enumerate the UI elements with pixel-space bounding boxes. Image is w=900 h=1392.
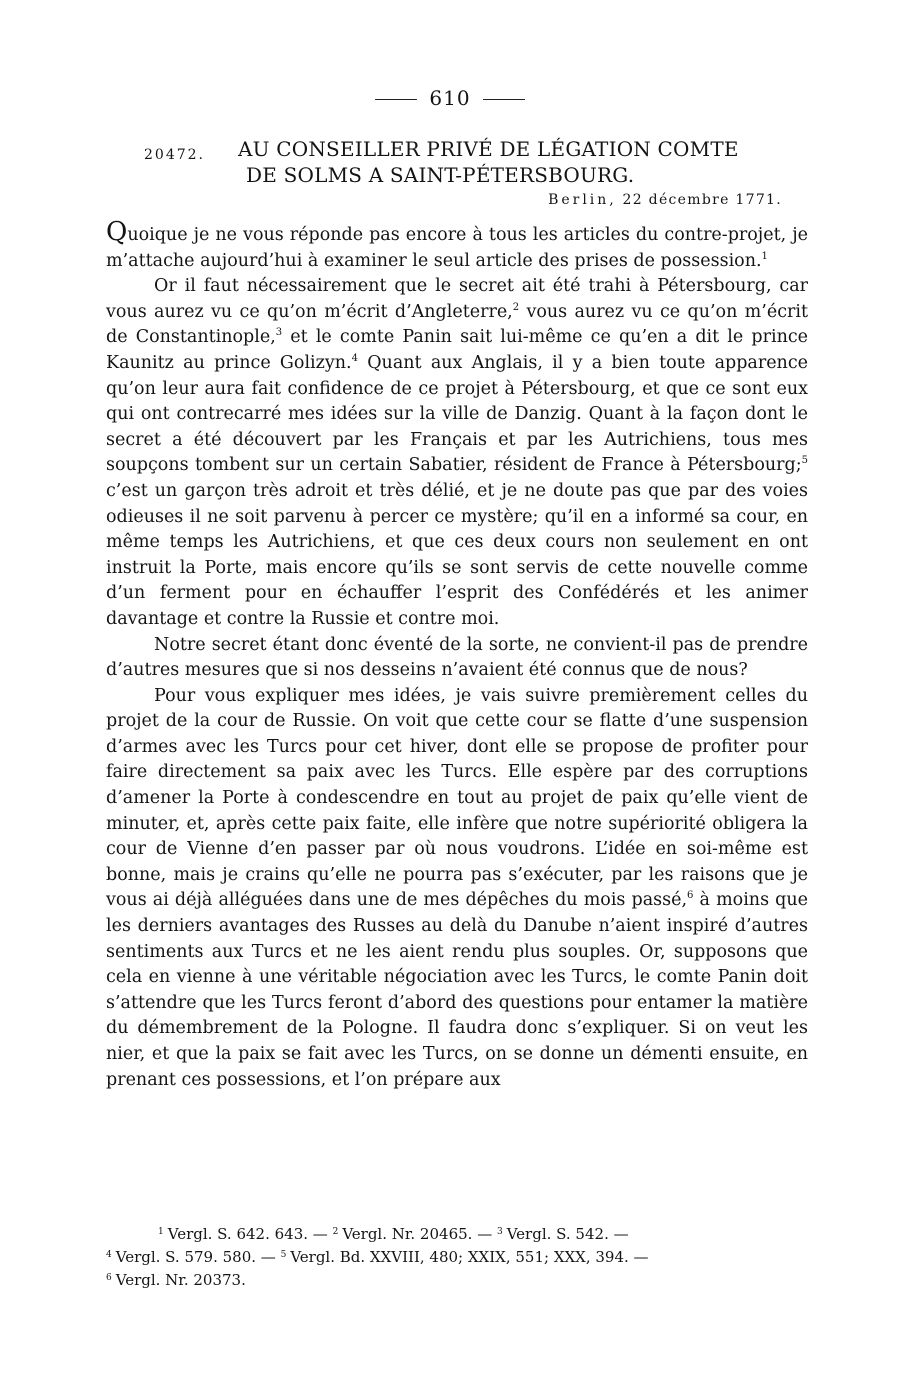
letter-title-line-2: DE SOLMS A SAINT-PÉTERSBOURG. (246, 163, 635, 187)
page-number: 610 (429, 86, 471, 110)
footnote-ref: 5 (801, 455, 808, 467)
left-rule (375, 99, 417, 100)
footnote-ref: 6 (687, 890, 694, 902)
paragraph-text: Quant aux Anglais, il y a bien toute apparence qu’on leur aura fait confidence de ce projet à Pétersbourg, et que ce sont eux qui ont contrecarré mes idées sur la ville de Danzig. Quant à la façon dont le secret a été découvert par les Français et par les Autrichiens, tous mes soupçons tombent sur un certain Sabatier, résident de France à Pétersbourg; (106, 352, 808, 476)
footnote-mark: 3 (496, 1227, 503, 1237)
paragraph-4 (106, 684, 808, 1094)
footnote-text: Vergl. Nr. 20465. — (342, 1225, 493, 1243)
paragraph-text: vous aurez vu ce qu’on m’écrit de Constantinople, (106, 301, 808, 348)
footnote-line (106, 1222, 808, 1245)
paragraph-text: c’est un garçon très adroit et très délié, et je ne doute pas que par des voies odieuses il ne soit parvenu à percer ce mystère; qu’il en a informé sa cour, en même temps les Autrichiens, et que ces deux cours non seulement en ont instruit la Porte, mais encore qu’ils se sont servis de cette nouvelle comme d’un ferment pour en échauffer l’esprit des Confédérés et les animer davantage et contre la Russie et contre moi. (106, 480, 808, 629)
footnote-text: Vergl. Bd. XXVIII, 480; XXIX, 551; XXX, 394. — (290, 1248, 649, 1266)
footnote-text: Vergl. S. 642. 643. — (167, 1225, 328, 1243)
dateline-place: Berlin, (548, 192, 617, 208)
paragraph-3 (106, 633, 808, 684)
paragraph-text: uoique je ne vous réponde pas encore à tous les articles du contre-projet, je m’attache aujourd’hui à examiner le seul article des prises de possession. (106, 225, 808, 271)
page-number-header (0, 86, 900, 110)
footnote-ref: 2 (512, 301, 520, 313)
paragraph-1 (106, 217, 808, 274)
footnote-mark: 2 (332, 1227, 339, 1237)
dateline-date: 22 décembre 1771. (622, 192, 782, 208)
footnote-line (106, 1268, 808, 1291)
footnote-mark: 6 (106, 1273, 112, 1283)
footnote-ref: 4 (351, 352, 358, 364)
footnote-line (106, 1245, 808, 1268)
paragraph-2 (106, 274, 808, 632)
paragraph-text: à moins que les derniers avantages des Russes au delà du Danube n’aient inspiré d’autres sentiments aux Turcs et ne les aient rendu plus souples. Or, supposons que cela en vienne à une véritable négociation avec les Turcs, le comte Panin doit s’attendre que les Turcs feront d’abord des questions pour entamer la matière du démembrement de la Pologne. Il faudra donc s’expliquer. Si on veut les nier, et que la paix se fait avec les Turcs, on se donne un démenti ensuite, en prenant ces possessions, et l’on prépare aux (106, 890, 808, 1090)
footnote-ref: 3 (275, 327, 283, 339)
footnote-text: Vergl. Nr. 20373. (115, 1271, 246, 1289)
right-rule (483, 99, 525, 100)
footnote-mark: 4 (106, 1250, 112, 1260)
letter-title-line-1: AU CONSEILLER PRIVÉ DE LÉGATION COMTE (238, 137, 739, 161)
paragraph-text: Pour vous expliquer mes idées, je vais suivre premièrement celles du projet de la cour de Russie. On voit que cette cour se flatte d’une suspension d’armes avec les Turcs pour cet hiver, dont elle se propose de profiter pour faire directement sa paix avec les Turcs. Elle espère par des corruptions d’amener la Porte à condescendre en tout au projet de paix qu’elle vient de minuter, et, après cette paix faite, elle infère que notre supériorité obligera la cour de Vienne d’en passer par où nous voudrons. L’idée en soi-même est bonne, mais je crains qu’elle ne pourra pas s’exécuter, par les raisons que je vous ai déjà alléguées dans une de mes dépêches du mois passé, (106, 685, 808, 911)
footnote-text: Vergl. S. 579. 580. — (115, 1248, 276, 1266)
dateline (548, 192, 782, 208)
footnote-ref: 1 (761, 250, 768, 262)
footnote-mark: 1 (158, 1227, 164, 1237)
paragraph-text: et le comte Panin sait lui-même ce qu’en a dit le prince Kaunitz au prince Golizyn. (106, 327, 808, 373)
letter-body (106, 217, 808, 1093)
letter-number: 20472. (144, 147, 205, 163)
footnotes (106, 1222, 808, 1291)
paragraph-text: Or il faut nécessairement que le secret ait été trahi à Pétersbourg, car vous aurez vu ce qu’on m’écrit d’Angleterre, (106, 276, 808, 322)
footnote-text: Vergl. S. 542. — (506, 1225, 629, 1243)
paragraph-text: Notre secret étant donc éventé de la sorte, ne convient-il pas de prendre d’autres mesures que si nos desseins n’avaient été connus que de nous? (106, 634, 808, 681)
initial-letter: Q (106, 217, 128, 247)
footnote-mark: 5 (280, 1250, 287, 1260)
letter-heading (144, 136, 804, 188)
